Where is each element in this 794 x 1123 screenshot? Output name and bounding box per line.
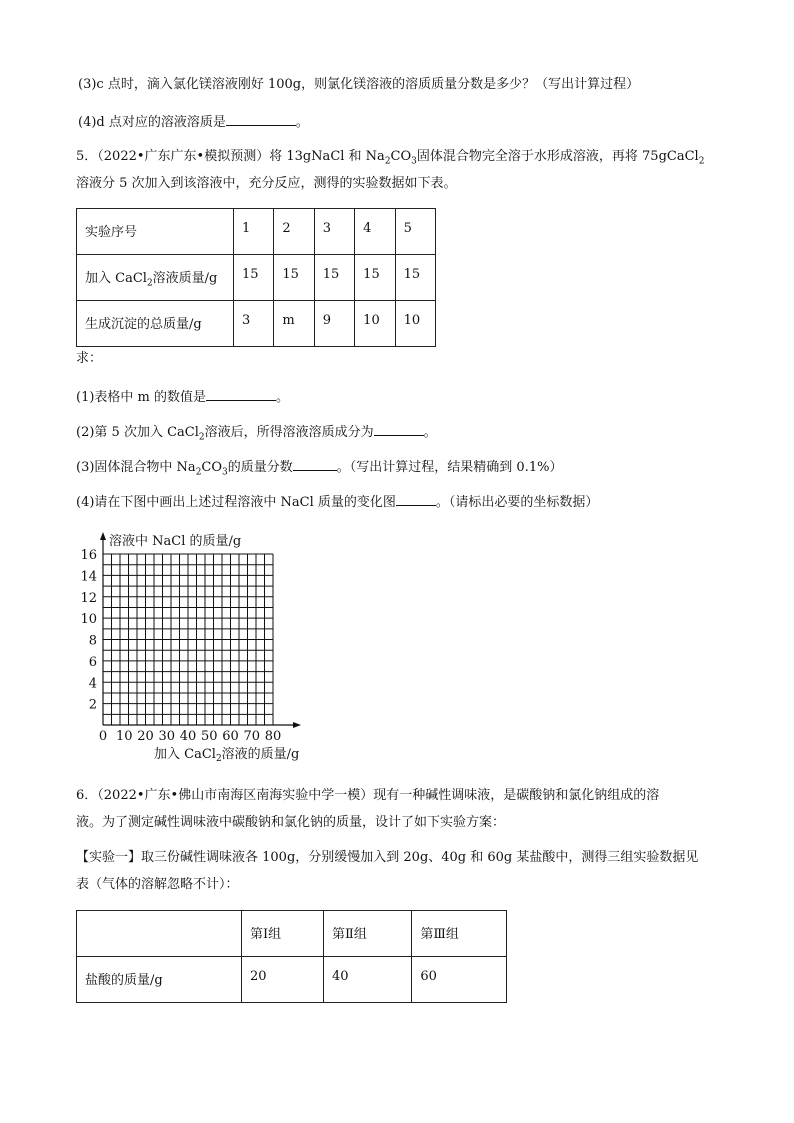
q5-intro: 5．（2022•广东广东•模拟预测）将 13gNaCl 和 $Na_2CO_3$固体混合物完全溶于水形成溶液，再将 75gCaCl$_2$	[76, 149, 705, 167]
y-tick-label: 6	[88, 654, 97, 670]
q5-intro-2: 溶液分 5 次加入到该溶液中，充分反应，测得的实验数据如下表。	[76, 176, 457, 191]
y-axis-label: 溶液中 NaCl 的质量/g	[109, 534, 242, 549]
table-row: 生成沉淀的总质量/g 3 m 9 10 10	[77, 301, 436, 347]
q5-sub2: (2)第 5 次加入 CaCl$_2$溶液后，所得溶液溶质成分为 。	[76, 421, 437, 447]
x-tick-label: 10	[115, 729, 133, 744]
x-tick-label: 60	[222, 729, 239, 744]
q6-experiment-2: 表（气体的溶解忽略不计）：	[76, 877, 239, 892]
q6-intro-1: 6．（2022•广东•佛山市南海区南海实验中学一模）现有一种碱性调味液，是碳酸钠和氯化钠组成的溶	[76, 788, 660, 803]
y-tick-label: 14	[80, 569, 97, 585]
table-row: 实验序号 1 2 3 4 5	[77, 209, 436, 255]
q6-data-table	[76, 910, 507, 1003]
x-axis-arrow-icon	[293, 722, 301, 728]
q5-sub1: (1)表格中 m 的数值是 。	[76, 386, 289, 407]
answer-blank[interactable]	[396, 491, 436, 506]
nacl-mass-grid-chart[interactable]	[80, 528, 320, 768]
answer-blank[interactable]	[293, 456, 337, 471]
y-tick-label: 4	[88, 676, 97, 692]
row-label: 加入 CaCl$_2$溶液质量/g	[77, 255, 234, 301]
x-axis-label: 加入 CaCl$_2$溶液的质量/g	[154, 747, 300, 764]
y-tick-label: 10	[80, 612, 97, 628]
table-row: 加入 CaCl$_2$溶液质量/g 15 15 15 15 15	[77, 255, 436, 301]
y-axis-arrow-icon	[100, 532, 106, 540]
q4-part4: (4)d 点对应的溶液溶质是 。	[78, 111, 309, 132]
answer-blank[interactable]	[226, 111, 296, 126]
y-tick-label: 8	[88, 633, 97, 649]
x-tick-label: 80	[264, 729, 282, 744]
x-tick-label: 70	[243, 729, 261, 744]
y-tick-label: 16	[80, 548, 97, 563]
x-tick-label: 50	[200, 729, 218, 744]
q5-ask: 求：	[76, 351, 103, 366]
y-tick-label: 2	[88, 697, 97, 713]
y-tick-label: 12	[80, 590, 97, 606]
answer-blank[interactable]	[206, 386, 276, 401]
x-tick-label: 20	[137, 729, 154, 744]
q4-part3-text: (3)c 点时，滴入氯化镁溶液刚好 100g，则氯化镁溶液的溶质质量分数是多少？（写出计算过程）	[78, 77, 640, 92]
q5-data-table	[76, 208, 436, 347]
x-tick-label: 0	[98, 729, 108, 744]
table-row: 第Ⅰ组 第Ⅱ组 第Ⅲ组	[77, 911, 507, 957]
x-tick-label: 40	[179, 729, 197, 744]
table-row: 盐酸的质量/g 20 40 60	[77, 957, 507, 1003]
q4-part3	[78, 76, 639, 94]
q6-experiment: 【实验一】取三份碱性调味液各 100g，分别缓慢加入到 20g、40g 和 60g 某盐酸中，测得三组实验数据见	[76, 850, 699, 865]
q5-sub3: (3)固体混合物中 $Na_2CO_3$的质量分数 。（写出计算过程，结果精确到 0.1%）	[76, 456, 562, 482]
q6-intro-2: 液。为了测定碱性调味液中碳酸钠和氯化钠的质量，设计了如下实验方案：	[76, 815, 506, 830]
answer-blank[interactable]	[374, 421, 424, 436]
q5-sub4: (4)请在下图中画出上述过程溶液中 NaCl 质量的变化图 。（请标出必要的坐标数据）	[76, 491, 598, 512]
x-tick-label: 30	[158, 729, 176, 744]
